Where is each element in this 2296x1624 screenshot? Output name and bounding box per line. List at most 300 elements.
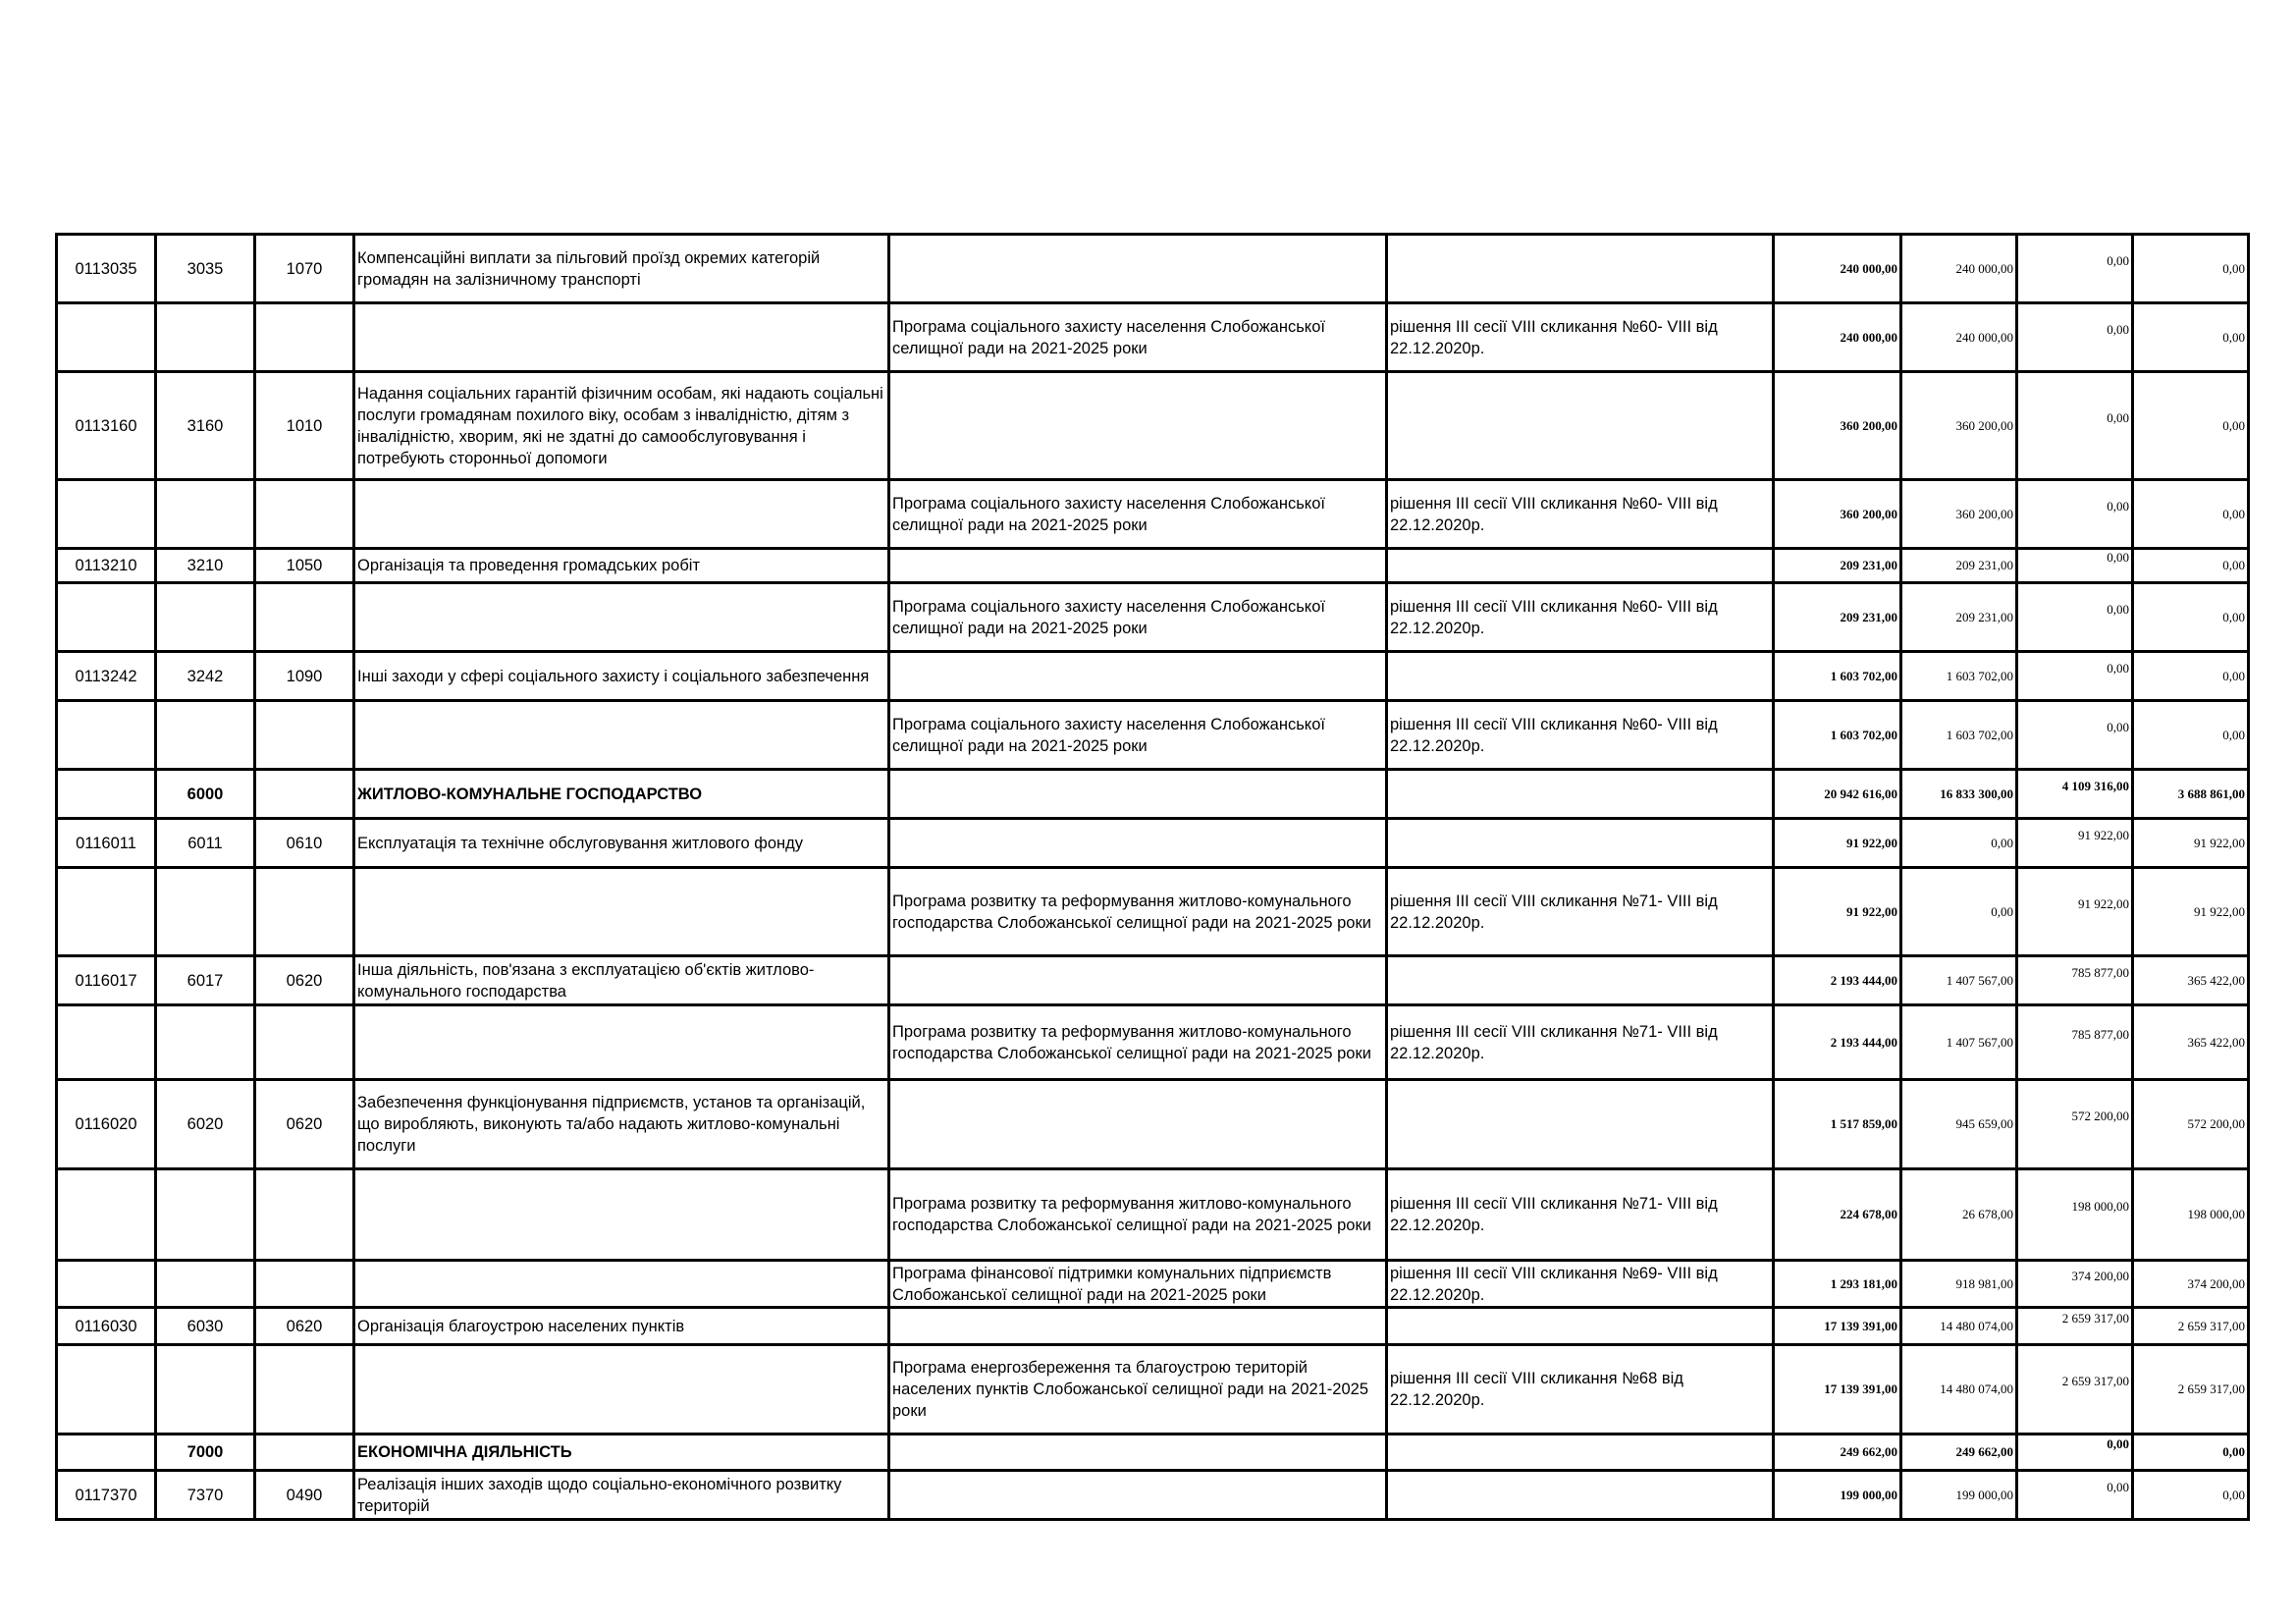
general-fund-amount-cell xyxy=(1901,303,2017,372)
tpkvk-code-cell xyxy=(156,1471,255,1520)
kfkvk-code: 0620 xyxy=(286,971,323,990)
kfkvk-code: 1010 xyxy=(286,416,323,435)
tpkvk-code-cell xyxy=(156,303,255,372)
kfkvk-code: 0620 xyxy=(286,1317,323,1335)
general-fund-amount: 26 678,00 xyxy=(1962,1207,2013,1221)
budget-program-name-cell xyxy=(354,868,889,956)
special-fund-amount-cell xyxy=(2017,868,2133,956)
local-program-name: Програма розвитку та реформування житлово-комунального господарства Слобожанської селищної ради на 2021-2025 роки xyxy=(892,1022,1371,1062)
total-amount-cell xyxy=(1774,956,1901,1005)
general-fund-amount: 249 662,00 xyxy=(1955,1444,2013,1459)
special-fund-amount-cell xyxy=(2017,1435,2133,1471)
local-program-name-cell xyxy=(889,1345,1387,1435)
special-fund-amount-cell xyxy=(2017,1005,2133,1080)
total-amount-cell xyxy=(1774,372,1901,480)
council-decision: рішення ІІІ сесії VIІІ скликання №60- VIІІ від 22.12.2020р. xyxy=(1390,494,1718,534)
budget-program-name: Інші заходи у сфері соціального захисту і соціального забезпечення xyxy=(357,667,870,685)
kfkvk-code-cell xyxy=(255,1169,354,1261)
general-fund-amount: 0,00 xyxy=(1991,835,2013,850)
total-amount-cell xyxy=(1774,1471,1901,1520)
tpkvk-code-cell xyxy=(156,549,255,583)
total-amount-cell xyxy=(1774,701,1901,770)
total-amount: 199 000,00 xyxy=(1840,1487,1897,1502)
budget-program-name-cell xyxy=(354,372,889,480)
council-decision-cell xyxy=(1387,1169,1774,1261)
special-fund-amount-cell xyxy=(2017,583,2133,652)
special-fund-amount-cell xyxy=(2017,819,2133,868)
local-program-name-cell xyxy=(889,583,1387,652)
development-budget-amount-cell xyxy=(2133,1345,2249,1435)
general-fund-amount: 240 000,00 xyxy=(1955,329,2013,345)
local-program-name-cell xyxy=(889,549,1387,583)
tpkvk-code-cell xyxy=(156,1261,255,1308)
council-decision-cell xyxy=(1387,770,1774,819)
table-row xyxy=(57,652,2249,701)
council-decision-cell xyxy=(1387,868,1774,956)
development-budget-amount: 3 688 861,00 xyxy=(2177,785,2245,801)
council-decision: рішення ІІІ сесії VIІІ скликання №60- VIІІ від 22.12.2020р. xyxy=(1390,597,1718,637)
program-row xyxy=(57,1005,2249,1080)
special-fund-amount-cell xyxy=(2017,480,2133,549)
total-amount-cell xyxy=(1774,1345,1901,1435)
tpkvk-code-cell xyxy=(156,1345,255,1435)
development-budget-amount-cell xyxy=(2133,1435,2249,1471)
local-program-name-cell xyxy=(889,1169,1387,1261)
kpkvk-code-cell xyxy=(57,956,156,1005)
tpkvk-code-cell xyxy=(156,1080,255,1169)
general-fund-amount: 240 000,00 xyxy=(1955,260,2013,276)
kpkvk-code-cell xyxy=(57,372,156,480)
kpkvk-code-cell xyxy=(57,652,156,701)
total-amount-cell xyxy=(1774,770,1901,819)
program-row xyxy=(57,480,2249,549)
tpkvk-code: 3210 xyxy=(187,557,224,574)
special-fund-amount: 91 922,00 xyxy=(2078,827,2129,842)
kfkvk-code-cell xyxy=(255,235,354,303)
special-fund-amount-cell xyxy=(2017,372,2133,480)
kfkvk-code-cell xyxy=(255,652,354,701)
development-budget-amount: 198 000,00 xyxy=(2187,1207,2245,1221)
total-amount: 91 922,00 xyxy=(1846,903,1897,919)
kfkvk-code-cell xyxy=(255,1345,354,1435)
kfkvk-code-cell xyxy=(255,583,354,652)
kfkvk-code-cell xyxy=(255,1005,354,1080)
tpkvk-code-cell xyxy=(156,583,255,652)
table-row xyxy=(57,956,2249,1005)
tpkvk-code: 7000 xyxy=(187,1443,224,1461)
general-fund-amount-cell xyxy=(1901,549,2017,583)
tpkvk-code-cell xyxy=(156,701,255,770)
council-decision-cell xyxy=(1387,480,1774,549)
tpkvk-code: 6030 xyxy=(187,1317,224,1335)
development-budget-amount: 0,00 xyxy=(2222,1487,2245,1502)
budget-program-name-cell xyxy=(354,652,889,701)
council-decision-cell xyxy=(1387,549,1774,583)
total-amount: 17 139 391,00 xyxy=(1824,1318,1897,1333)
council-decision-cell xyxy=(1387,1435,1774,1471)
kfkvk-code-cell xyxy=(255,480,354,549)
kfkvk-code-cell xyxy=(255,1308,354,1345)
special-fund-amount: 0,00 xyxy=(2107,719,2129,734)
general-fund-amount: 199 000,00 xyxy=(1955,1487,2013,1502)
council-decision: рішення ІІІ сесії VIІІ скликання №60- VIІІ від 22.12.2020р. xyxy=(1390,317,1718,357)
tpkvk-code-cell xyxy=(156,372,255,480)
special-fund-amount: 785 877,00 xyxy=(2071,1026,2129,1042)
budget-program-name: ЖИТЛОВО-КОМУНАЛЬНЕ ГОСПОДАРСТВО xyxy=(357,785,703,803)
local-program-name-cell xyxy=(889,1471,1387,1520)
kpkvk-code-cell xyxy=(57,1005,156,1080)
total-amount: 2 193 444,00 xyxy=(1830,1034,1897,1050)
total-amount: 360 200,00 xyxy=(1840,417,1897,433)
kpkvk-code-cell xyxy=(57,480,156,549)
kpkvk-code-cell xyxy=(57,770,156,819)
council-decision: рішення ІІІ сесії VIІІ скликання №60- VIІІ від 22.12.2020р. xyxy=(1390,715,1718,755)
budget-program-name-cell xyxy=(354,1080,889,1169)
kfkvk-code-cell xyxy=(255,956,354,1005)
development-budget-amount: 0,00 xyxy=(2222,668,2245,683)
local-program-name: Програма соціального захисту населення Слобожанської селищної ради на 2021-2025 роки xyxy=(892,317,1325,357)
general-fund-amount: 945 659,00 xyxy=(1955,1116,2013,1131)
general-fund-amount: 1 407 567,00 xyxy=(1946,1034,2013,1050)
special-fund-amount-cell xyxy=(2017,956,2133,1005)
development-budget-amount-cell xyxy=(2133,1169,2249,1261)
special-fund-amount: 4 109 316,00 xyxy=(2061,778,2129,793)
section-row xyxy=(57,770,2249,819)
local-program-name: Програма фінансової підтримки комунальних підприємств Слобожанської селищної ради на 2021-2025 роки xyxy=(892,1264,1332,1304)
development-budget-amount-cell xyxy=(2133,1471,2249,1520)
special-fund-amount: 374 200,00 xyxy=(2071,1268,2129,1283)
development-budget-amount: 91 922,00 xyxy=(2194,903,2245,919)
program-row xyxy=(57,1169,2249,1261)
local-program-name: Програма соціального захисту населення Слобожанської селищної ради на 2021-2025 роки xyxy=(892,715,1325,755)
tpkvk-code-cell xyxy=(156,652,255,701)
development-budget-amount-cell xyxy=(2133,583,2249,652)
kfkvk-code-cell xyxy=(255,372,354,480)
total-amount: 249 662,00 xyxy=(1840,1444,1897,1459)
kpkvk-code: 0117370 xyxy=(75,1486,137,1504)
table-row xyxy=(57,549,2249,583)
general-fund-amount-cell xyxy=(1901,701,2017,770)
special-fund-amount: 785 877,00 xyxy=(2071,964,2129,980)
table-row xyxy=(57,1308,2249,1345)
council-decision-cell xyxy=(1387,1308,1774,1345)
budget-program-name: Реалізація інших заходів щодо соціально-економічного розвитку територій xyxy=(357,1475,842,1515)
local-program-name-cell xyxy=(889,1005,1387,1080)
total-amount: 224 678,00 xyxy=(1840,1207,1897,1221)
budget-program-name-cell xyxy=(354,303,889,372)
program-row xyxy=(57,303,2249,372)
kfkvk-code-cell xyxy=(255,770,354,819)
local-program-name-cell xyxy=(889,1308,1387,1345)
total-amount: 17 139 391,00 xyxy=(1824,1381,1897,1396)
kpkvk-code: 0116011 xyxy=(76,834,136,852)
budget-program-name-cell xyxy=(354,1169,889,1261)
kpkvk-code-cell xyxy=(57,701,156,770)
development-budget-amount: 0,00 xyxy=(2222,417,2245,433)
council-decision-cell xyxy=(1387,583,1774,652)
kfkvk-code: 0610 xyxy=(286,834,323,852)
council-decision-cell xyxy=(1387,303,1774,372)
budget-program-name-cell xyxy=(354,1435,889,1471)
kfkvk-code: 0620 xyxy=(286,1115,323,1133)
table-row xyxy=(57,1471,2249,1520)
budget-program-name-cell xyxy=(354,1005,889,1080)
council-decision-cell xyxy=(1387,701,1774,770)
council-decision-cell xyxy=(1387,1471,1774,1520)
tpkvk-code-cell xyxy=(156,1169,255,1261)
kfkvk-code-cell xyxy=(255,868,354,956)
special-fund-amount: 0,00 xyxy=(2107,660,2129,676)
general-fund-amount-cell xyxy=(1901,770,2017,819)
general-fund-amount-cell xyxy=(1901,372,2017,480)
special-fund-amount: 0,00 xyxy=(2107,601,2129,617)
kpkvk-code: 0113035 xyxy=(75,259,137,278)
tpkvk-code: 3160 xyxy=(187,416,224,435)
kpkvk-code-cell xyxy=(57,1435,156,1471)
development-budget-amount: 374 200,00 xyxy=(2187,1275,2245,1291)
development-budget-amount: 0,00 xyxy=(2222,727,2245,742)
special-fund-amount-cell xyxy=(2017,1169,2133,1261)
general-fund-amount: 14 480 074,00 xyxy=(1940,1318,2013,1333)
special-fund-amount: 0,00 xyxy=(2107,1479,2129,1494)
total-amount: 1 293 181,00 xyxy=(1830,1275,1897,1291)
total-amount: 2 193 444,00 xyxy=(1830,972,1897,988)
total-amount: 1 603 702,00 xyxy=(1830,727,1897,742)
special-fund-amount-cell xyxy=(2017,652,2133,701)
special-fund-amount-cell xyxy=(2017,1471,2133,1520)
local-program-name-cell xyxy=(889,652,1387,701)
general-fund-amount: 209 231,00 xyxy=(1955,609,2013,624)
budget-program-table xyxy=(55,233,2250,1521)
total-amount-cell xyxy=(1774,1080,1901,1169)
tpkvk-code-cell xyxy=(156,956,255,1005)
special-fund-amount: 91 922,00 xyxy=(2078,895,2129,911)
budget-program-name-cell xyxy=(354,1345,889,1435)
development-budget-amount-cell xyxy=(2133,480,2249,549)
special-fund-amount: 198 000,00 xyxy=(2071,1199,2129,1214)
kpkvk-code-cell xyxy=(57,235,156,303)
total-amount: 209 231,00 xyxy=(1840,558,1897,572)
budget-program-name-cell xyxy=(354,1471,889,1520)
tpkvk-code-cell xyxy=(156,1435,255,1471)
local-program-name-cell xyxy=(889,303,1387,372)
local-program-name-cell xyxy=(889,770,1387,819)
budget-program-name: Забезпечення функціонування підприємств, установ та організацій, що виробляють, виконують та/або надають житлово-комунальні послуги xyxy=(357,1094,866,1155)
local-program-name: Програма розвитку та реформування житлово-комунального господарства Слобожанської селищної ради на 2021-2025 роки xyxy=(892,1195,1371,1234)
development-budget-amount-cell xyxy=(2133,652,2249,701)
development-budget-amount-cell xyxy=(2133,701,2249,770)
total-amount: 240 000,00 xyxy=(1840,329,1897,345)
special-fund-amount-cell xyxy=(2017,701,2133,770)
kpkvk-code-cell xyxy=(57,819,156,868)
general-fund-amount-cell xyxy=(1901,480,2017,549)
kfkvk-code: 1090 xyxy=(286,667,323,685)
kpkvk-code: 0116030 xyxy=(75,1317,137,1335)
general-fund-amount-cell xyxy=(1901,1471,2017,1520)
kfkvk-code-cell xyxy=(255,1080,354,1169)
kfkvk-code-cell xyxy=(255,549,354,583)
tpkvk-code: 6020 xyxy=(187,1115,224,1133)
local-program-name-cell xyxy=(889,480,1387,549)
council-decision-cell xyxy=(1387,1261,1774,1308)
general-fund-amount: 16 833 300,00 xyxy=(1940,785,2013,801)
development-budget-amount-cell xyxy=(2133,1308,2249,1345)
development-budget-amount: 572 200,00 xyxy=(2187,1116,2245,1131)
kpkvk-code-cell xyxy=(57,303,156,372)
kfkvk-code-cell xyxy=(255,303,354,372)
development-budget-amount: 0,00 xyxy=(2222,1444,2245,1459)
total-amount-cell xyxy=(1774,1005,1901,1080)
budget-program-name-cell xyxy=(354,549,889,583)
budget-program-name-cell xyxy=(354,480,889,549)
tpkvk-code-cell xyxy=(156,1308,255,1345)
kpkvk-code: 0113210 xyxy=(75,557,137,574)
development-budget-amount-cell xyxy=(2133,868,2249,956)
budget-program-name: Інша діяльність, пов'язана з експлуатацією об'єктів житлово-комунального господарства xyxy=(357,960,815,1001)
council-decision: рішення ІІІ сесії VIІІ скликання №68 від 22.12.2020р. xyxy=(1390,1370,1683,1409)
table-row xyxy=(57,1080,2249,1169)
local-program-name: Програма розвитку та реформування житлово-комунального господарства Слобожанської селищної ради на 2021-2025 роки xyxy=(892,892,1371,932)
program-row xyxy=(57,583,2249,652)
general-fund-amount-cell xyxy=(1901,1308,2017,1345)
general-fund-amount-cell xyxy=(1901,956,2017,1005)
development-budget-amount-cell xyxy=(2133,549,2249,583)
general-fund-amount-cell xyxy=(1901,235,2017,303)
local-program-name-cell xyxy=(889,1080,1387,1169)
tpkvk-code-cell xyxy=(156,480,255,549)
special-fund-amount-cell xyxy=(2017,1345,2133,1435)
local-program-name-cell xyxy=(889,372,1387,480)
total-amount: 240 000,00 xyxy=(1840,260,1897,276)
general-fund-amount: 360 200,00 xyxy=(1955,506,2013,521)
general-fund-amount-cell xyxy=(1901,1345,2017,1435)
budget-program-name-cell xyxy=(354,1308,889,1345)
budget-program-name-cell xyxy=(354,235,889,303)
council-decision: рішення ІІІ сесії VIІІ скликання №71- VIІІ від 22.12.2020р. xyxy=(1390,1022,1718,1062)
local-program-name-cell xyxy=(889,1435,1387,1471)
general-fund-amount: 0,00 xyxy=(1991,903,2013,919)
kpkvk-code-cell xyxy=(57,549,156,583)
section-row xyxy=(57,1435,2249,1471)
special-fund-amount: 0,00 xyxy=(2107,321,2129,337)
total-amount-cell xyxy=(1774,235,1901,303)
table-row xyxy=(57,819,2249,868)
tpkvk-code: 3242 xyxy=(187,667,224,685)
development-budget-amount-cell xyxy=(2133,235,2249,303)
kfkvk-code: 1070 xyxy=(286,259,323,278)
special-fund-amount: 2 659 317,00 xyxy=(2061,1374,2129,1388)
general-fund-amount: 918 981,00 xyxy=(1955,1275,2013,1291)
local-program-name-cell xyxy=(889,235,1387,303)
special-fund-amount: 0,00 xyxy=(2107,1436,2129,1451)
table-row xyxy=(57,235,2249,303)
table-row xyxy=(57,372,2249,480)
budget-program-name: Організація благоустрою населених пунктів xyxy=(357,1317,685,1335)
general-fund-amount: 1 407 567,00 xyxy=(1946,972,2013,988)
council-decision-cell xyxy=(1387,1080,1774,1169)
development-budget-amount: 2 659 317,00 xyxy=(2177,1318,2245,1333)
general-fund-amount-cell xyxy=(1901,583,2017,652)
general-fund-amount-cell xyxy=(1901,1005,2017,1080)
tpkvk-code: 6017 xyxy=(187,971,224,990)
general-fund-amount-cell xyxy=(1901,1080,2017,1169)
total-amount-cell xyxy=(1774,819,1901,868)
budget-program-name-cell xyxy=(354,1261,889,1308)
local-program-name: Програма енергозбереження та благоустрою територій населених пунктів Слобожанської селищної ради на 2021-2025 роки xyxy=(892,1359,1368,1420)
council-decision: рішення ІІІ сесії VIІІ скликання №71- VIІІ від 22.12.2020р. xyxy=(1390,1195,1718,1234)
kpkvk-code-cell xyxy=(57,868,156,956)
development-budget-amount-cell xyxy=(2133,770,2249,819)
general-fund-amount: 14 480 074,00 xyxy=(1940,1381,2013,1396)
council-decision: рішення ІІІ сесії VIІІ скликання №71- VIІІ від 22.12.2020р. xyxy=(1390,892,1718,932)
development-budget-amount-cell xyxy=(2133,1005,2249,1080)
total-amount-cell xyxy=(1774,1261,1901,1308)
development-budget-amount: 0,00 xyxy=(2222,609,2245,624)
development-budget-amount-cell xyxy=(2133,956,2249,1005)
total-amount: 1 517 859,00 xyxy=(1830,1116,1897,1131)
total-amount-cell xyxy=(1774,583,1901,652)
special-fund-amount-cell xyxy=(2017,770,2133,819)
development-budget-amount: 365 422,00 xyxy=(2187,972,2245,988)
kfkvk-code-cell xyxy=(255,1435,354,1471)
kfkvk-code-cell xyxy=(255,819,354,868)
special-fund-amount-cell xyxy=(2017,549,2133,583)
tpkvk-code-cell xyxy=(156,770,255,819)
special-fund-amount-cell xyxy=(2017,1261,2133,1308)
council-decision-cell xyxy=(1387,1005,1774,1080)
budget-program-name: Компенсаційні виплати за пільговий проїзд окремих категорій громадян на залізничному транспорті xyxy=(357,248,821,289)
tpkvk-code-cell xyxy=(156,1005,255,1080)
special-fund-amount: 0,00 xyxy=(2107,498,2129,514)
development-budget-amount: 0,00 xyxy=(2222,558,2245,572)
total-amount: 20 942 616,00 xyxy=(1824,785,1897,801)
kfkvk-code: 0490 xyxy=(286,1486,323,1504)
tpkvk-code: 6011 xyxy=(187,834,223,852)
program-row xyxy=(57,1261,2249,1308)
total-amount-cell xyxy=(1774,303,1901,372)
development-budget-amount-cell xyxy=(2133,303,2249,372)
development-budget-amount-cell xyxy=(2133,1080,2249,1169)
development-budget-amount: 0,00 xyxy=(2222,506,2245,521)
kfkvk-code-cell xyxy=(255,1261,354,1308)
general-fund-amount: 1 603 702,00 xyxy=(1946,727,2013,742)
kfkvk-code-cell xyxy=(255,1471,354,1520)
total-amount: 209 231,00 xyxy=(1840,609,1897,624)
local-program-name-cell xyxy=(889,956,1387,1005)
program-row xyxy=(57,701,2249,770)
budget-program-name-cell xyxy=(354,956,889,1005)
special-fund-amount-cell xyxy=(2017,1308,2133,1345)
budget-program-name-cell xyxy=(354,770,889,819)
general-fund-amount-cell xyxy=(1901,868,2017,956)
special-fund-amount: 572 200,00 xyxy=(2071,1109,2129,1123)
development-budget-amount-cell xyxy=(2133,1261,2249,1308)
general-fund-amount-cell xyxy=(1901,652,2017,701)
total-amount-cell xyxy=(1774,1169,1901,1261)
kpkvk-code: 0113242 xyxy=(75,667,137,685)
kpkvk-code-cell xyxy=(57,1308,156,1345)
budget-program-name: Організація та проведення громадських робіт xyxy=(357,557,701,574)
kpkvk-code-cell xyxy=(57,583,156,652)
council-decision-cell xyxy=(1387,372,1774,480)
budget-program-name-cell xyxy=(354,583,889,652)
special-fund-amount: 0,00 xyxy=(2107,550,2129,565)
local-program-name: Програма соціального захисту населення Слобожанської селищної ради на 2021-2025 роки xyxy=(892,494,1325,534)
tpkvk-code-cell xyxy=(156,819,255,868)
total-amount-cell xyxy=(1774,868,1901,956)
council-decision-cell xyxy=(1387,819,1774,868)
kfkvk-code: 1050 xyxy=(286,557,323,574)
